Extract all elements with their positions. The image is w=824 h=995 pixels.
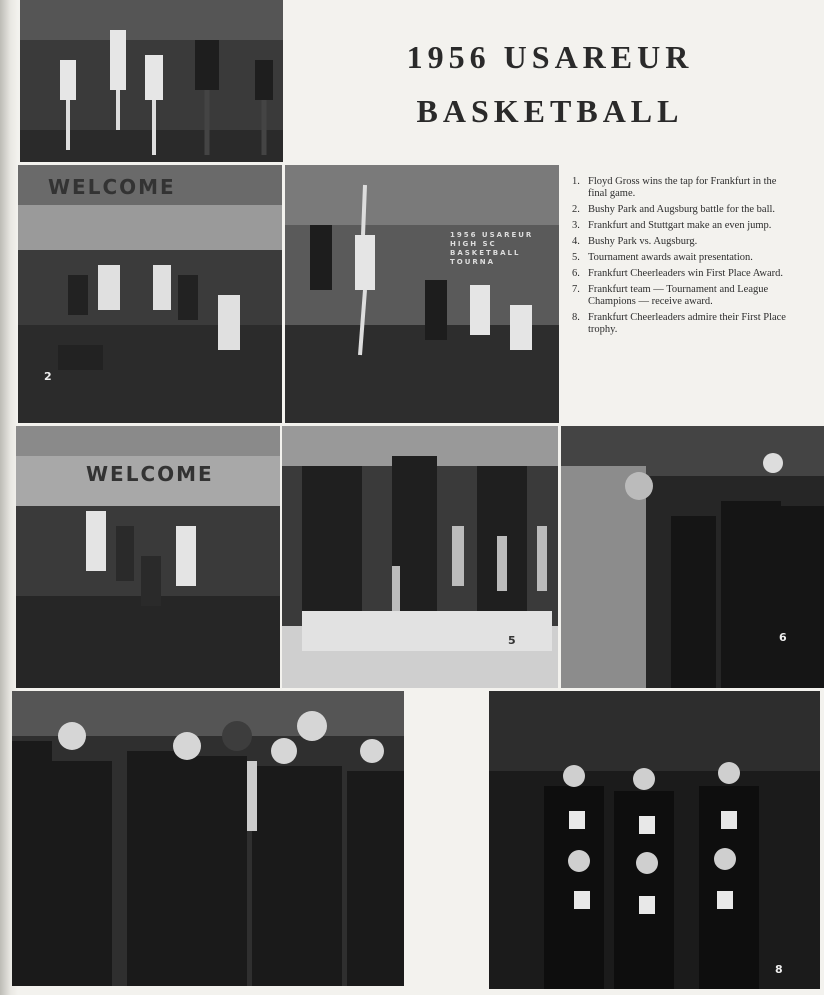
caption-text: Bushy Park vs. Augsburg. — [588, 236, 698, 247]
photo-tipoff-final — [20, 0, 283, 162]
caption-item: 7. Frankfurt team — Tournament and League Champions — receive award. — [572, 284, 792, 308]
photo-number-8: 8 — [775, 963, 783, 976]
photo-cheerleaders-trophy — [489, 691, 820, 989]
page-title — [300, 30, 800, 138]
caption-item: 5. Tournament awards await presentation. — [572, 252, 753, 263]
photo-cheerleaders-first-place — [561, 426, 824, 688]
photo-tournament-awards — [282, 426, 558, 688]
caption-item: 6. Frankfurt Cheerleaders win First Place Award. — [572, 268, 783, 279]
caption-text: Frankfurt and Stuttgart make an even jump. — [588, 220, 772, 231]
title-line-1: 1956 USAREUR — [406, 39, 694, 75]
tournament-banner: 1956 USAREUR HIGH SC BASKETBALL TOURNA — [450, 231, 534, 266]
caption-item: 3. Frankfurt and Stuttgart make an even jump. — [572, 220, 772, 231]
caption-text: Frankfurt Cheerleaders win First Place Award. — [588, 268, 783, 279]
photo-number-2: 2 — [44, 370, 52, 383]
photo-frankfurt-team-award — [12, 691, 404, 986]
photo-captions — [572, 176, 792, 340]
welcome-sign: WELCOME — [86, 462, 214, 486]
caption-text: Frankfurt Cheerleaders admire their First Place trophy. — [588, 312, 786, 335]
photo-number-6: 6 — [779, 631, 787, 644]
photo-bushy-park-augsburg-battle — [18, 165, 282, 423]
caption-text: Frankfurt team — Tournament and League Champions — receive award. — [588, 284, 769, 307]
caption-text: Bushy Park and Augsburg battle for the ball. — [588, 204, 776, 215]
caption-text: Floyd Gross wins the tap for Frankfurt in the final game. — [588, 176, 777, 199]
photo-bushy-park-vs-augsburg — [16, 426, 280, 688]
caption-text: Tournament awards await presentation. — [588, 252, 753, 263]
caption-item: 8. Frankfurt Cheerleaders admire their First Place trophy. — [572, 312, 792, 336]
title-line-2: BASKETBALL — [416, 93, 684, 129]
welcome-sign: WELCOME — [48, 175, 176, 199]
photo-number-5: 5 — [508, 634, 516, 647]
caption-item: 1. Floyd Gross wins the tap for Frankfurt in the final game. — [572, 176, 792, 200]
photo-frankfurt-stuttgart-jump — [285, 165, 559, 423]
caption-item: 4. Bushy Park vs. Augsburg. — [572, 236, 698, 247]
caption-item: 2. Bushy Park and Augsburg battle for the ball. — [572, 204, 776, 215]
